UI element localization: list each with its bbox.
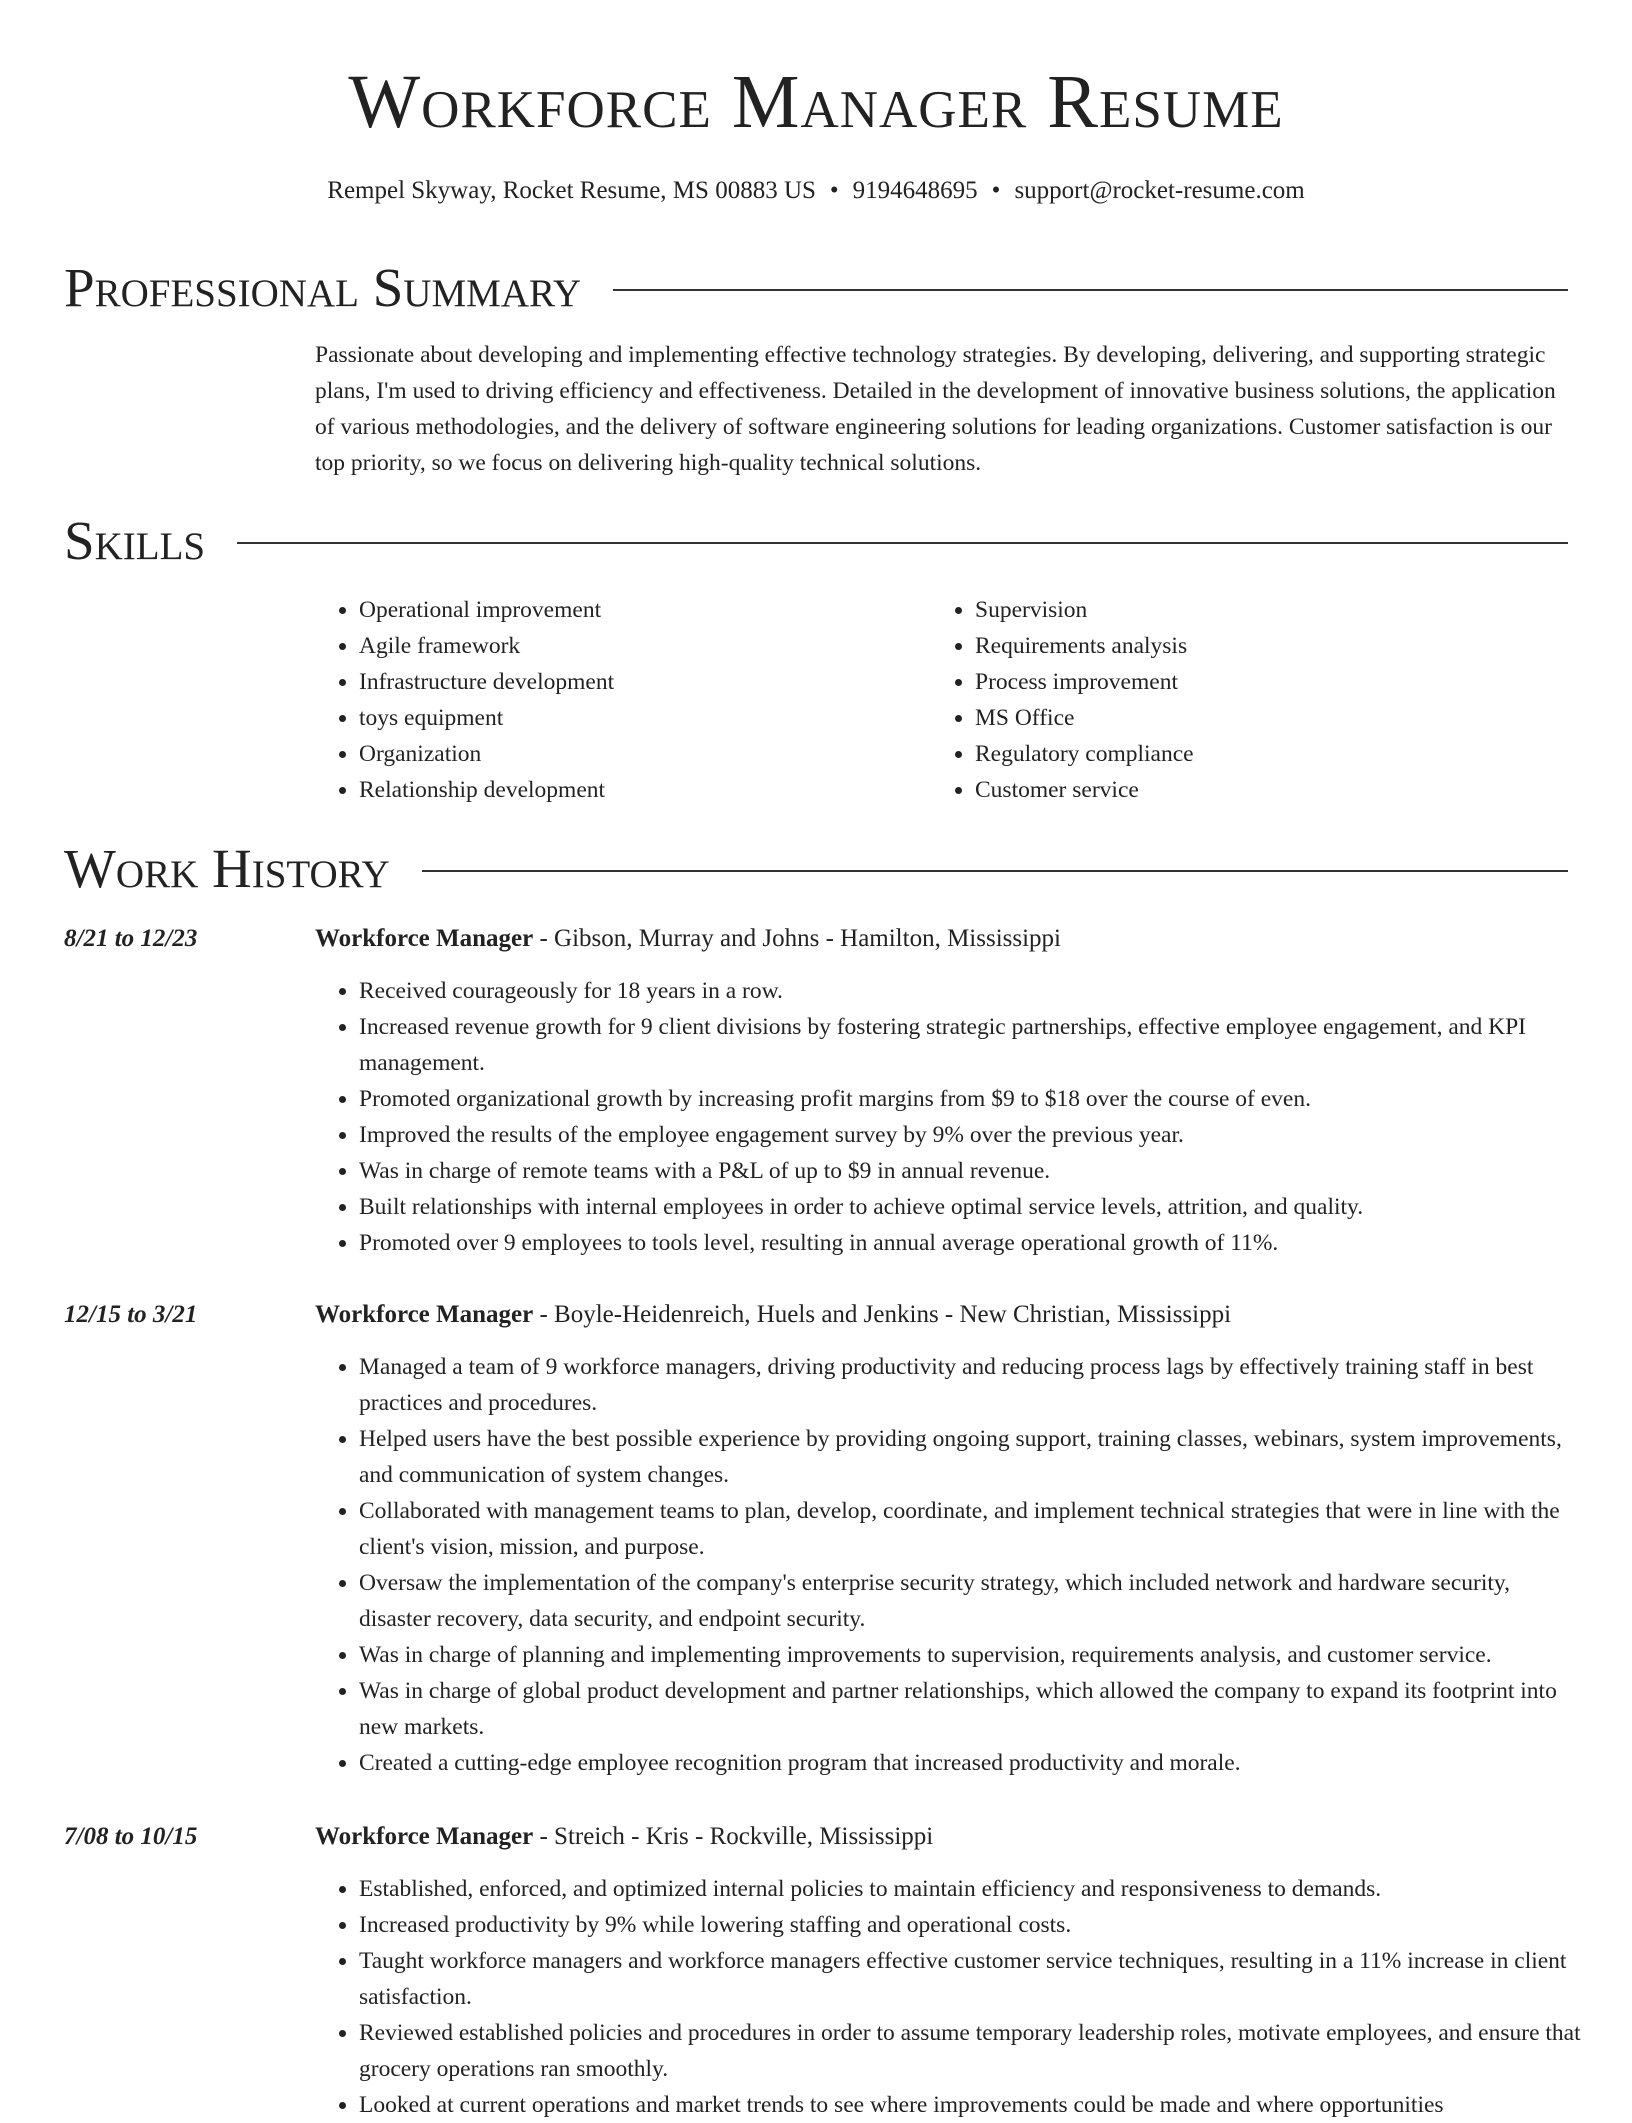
contact-separator: • bbox=[991, 177, 1001, 204]
job-bullet: • Oversaw the implementation of the company's enterprise security strategy, which included network and hardware security, disaster recovery, data security, and endpoint security. bbox=[359, 1565, 1583, 1637]
job-bullet: • Received courageously for 18 years in a row. bbox=[359, 973, 1583, 1009]
job-bullets bbox=[315, 1871, 1583, 2123]
skills-heading: Skills bbox=[64, 510, 206, 571]
job-bullet: • Increased productivity by 9% while lowering staffing and operational costs. bbox=[359, 1907, 1583, 1943]
job-bullet: • Promoted organizational growth by increasing profit margins from $9 to $18 over the course of even. bbox=[359, 1081, 1583, 1117]
job-dates: 12/15 to 3/21 bbox=[64, 1301, 198, 1328]
skill-item: • toys equipment bbox=[359, 700, 875, 736]
resume-title: Workforce Manager Resume bbox=[348, 60, 1284, 144]
summary-text: Passionate about developing and implementing effective technology strategies. By developing, delivering, and supporting strategic plans, I'm used to driving efficiency and effectiveness. Detailed in the development of innovative business solutions, the application of various methodologies, and the delivery of software engineering solutions for leading organizations. Customer satisfaction is our top priority, so we focus on delivering high-quality technical solutions. bbox=[315, 342, 1556, 476]
skills-column-left bbox=[315, 592, 875, 808]
summary-section-header bbox=[64, 258, 1568, 318]
section-divider bbox=[422, 870, 1568, 872]
job-header bbox=[315, 1822, 1575, 1852]
job-title: Workforce Manager bbox=[315, 1823, 534, 1850]
skill-item: • Requirements analysis bbox=[975, 628, 1491, 664]
job-title: Workforce Manager bbox=[315, 1301, 534, 1328]
section-divider bbox=[237, 542, 1568, 544]
work-heading: Work History bbox=[64, 838, 390, 899]
job-header bbox=[315, 1300, 1575, 1330]
contact-phone: 9194648695 bbox=[852, 177, 978, 204]
job-bullet: • Established, enforced, and optimized internal policies to maintain efficiency and responsiveness to demands. bbox=[359, 1871, 1583, 1907]
job-bullet: • Looked at current operations and market trends to see where improvements could be made and where opportunities bbox=[359, 2087, 1583, 2123]
skill-item: • Infrastructure development bbox=[359, 664, 875, 700]
skill-item: • Relationship development bbox=[359, 772, 875, 808]
skill-item: • Operational improvement bbox=[359, 592, 875, 628]
job-bullet: • Was in charge of global product development and partner relationships, which allowed the company to expand its footprint into new markets. bbox=[359, 1673, 1583, 1745]
section-divider bbox=[613, 289, 1568, 291]
job-bullet: • Collaborated with management teams to plan, develop, coordinate, and implement technical strategies that were in line with the client's vision, mission, and purpose. bbox=[359, 1493, 1583, 1565]
job-title: Workforce Manager bbox=[315, 925, 534, 952]
job-dates: 8/21 to 12/23 bbox=[64, 925, 198, 952]
job-bullets bbox=[315, 1349, 1583, 1781]
work-section-header bbox=[64, 839, 1568, 899]
job-bullet: • Was in charge of planning and implementing improvements to supervision, requirements analysis, and customer service. bbox=[359, 1637, 1583, 1673]
skills-list-left bbox=[315, 592, 875, 808]
job-bullets bbox=[315, 973, 1583, 1261]
skill-item: • Agile framework bbox=[359, 628, 875, 664]
job-bullet: • Increased revenue growth for 9 client divisions by fostering strategic partnerships, effective employee engagement, and KPI management. bbox=[359, 1009, 1583, 1081]
skills-column-right bbox=[931, 592, 1491, 808]
job-details: - Streich - Kris - Rockville, Mississippi bbox=[533, 1823, 934, 1850]
job-bullet: • Built relationships with internal employees in order to achieve optimal service levels, attrition, and quality. bbox=[359, 1189, 1583, 1225]
skill-item: • Organization bbox=[359, 736, 875, 772]
skill-item: • Process improvement bbox=[975, 664, 1491, 700]
job-bullet: • Helped users have the best possible experience by providing ongoing support, training classes, webinars, system improvements, and communication of system changes. bbox=[359, 1421, 1583, 1493]
skill-item: • Customer service bbox=[975, 772, 1491, 808]
contact-separator: • bbox=[829, 177, 839, 204]
job-bullet: • Taught workforce managers and workforce managers effective customer service techniques, resulting in a 11% increase in client satisfaction. bbox=[359, 1943, 1583, 2015]
contact-address: Rempel Skyway, Rocket Resume, MS 00883 US bbox=[327, 177, 816, 204]
job-details: - Gibson, Murray and Johns - Hamilton, Mississippi bbox=[533, 925, 1062, 952]
job-bullet: • Created a cutting-edge employee recognition program that increased productivity and morale. bbox=[359, 1745, 1583, 1781]
skill-item: • MS Office bbox=[975, 700, 1491, 736]
contact-line bbox=[0, 176, 1632, 206]
job-bullet: • Managed a team of 9 workforce managers, driving productivity and reducing process lags by effectively training staff in best practices and procedures. bbox=[359, 1349, 1583, 1421]
job-dates: 7/08 to 10/15 bbox=[64, 1823, 198, 1850]
job-header bbox=[315, 924, 1575, 954]
skill-item: • Supervision bbox=[975, 592, 1491, 628]
job-details: - Boyle-Heidenreich, Huels and Jenkins - New Christian, Mississippi bbox=[533, 1301, 1232, 1328]
job-bullet: • Reviewed established policies and procedures in order to assume temporary leadership roles, motivate employees, and ensure that grocery operations ran smoothly. bbox=[359, 2015, 1583, 2087]
job-bullet: • Promoted over 9 employees to tools level, resulting in annual average operational growth of 11%. bbox=[359, 1225, 1583, 1261]
job-bullet: • Was in charge of remote teams with a P&L of up to $9 in annual revenue. bbox=[359, 1153, 1583, 1189]
skill-item: • Regulatory compliance bbox=[975, 736, 1491, 772]
job-bullet: • Improved the results of the employee engagement survey by 9% over the previous year. bbox=[359, 1117, 1583, 1153]
skills-list-right bbox=[931, 592, 1491, 808]
summary-heading: Professional Summary bbox=[64, 257, 582, 318]
skills-section-header bbox=[64, 511, 1568, 571]
contact-email: support@rocket-resume.com bbox=[1014, 177, 1305, 204]
